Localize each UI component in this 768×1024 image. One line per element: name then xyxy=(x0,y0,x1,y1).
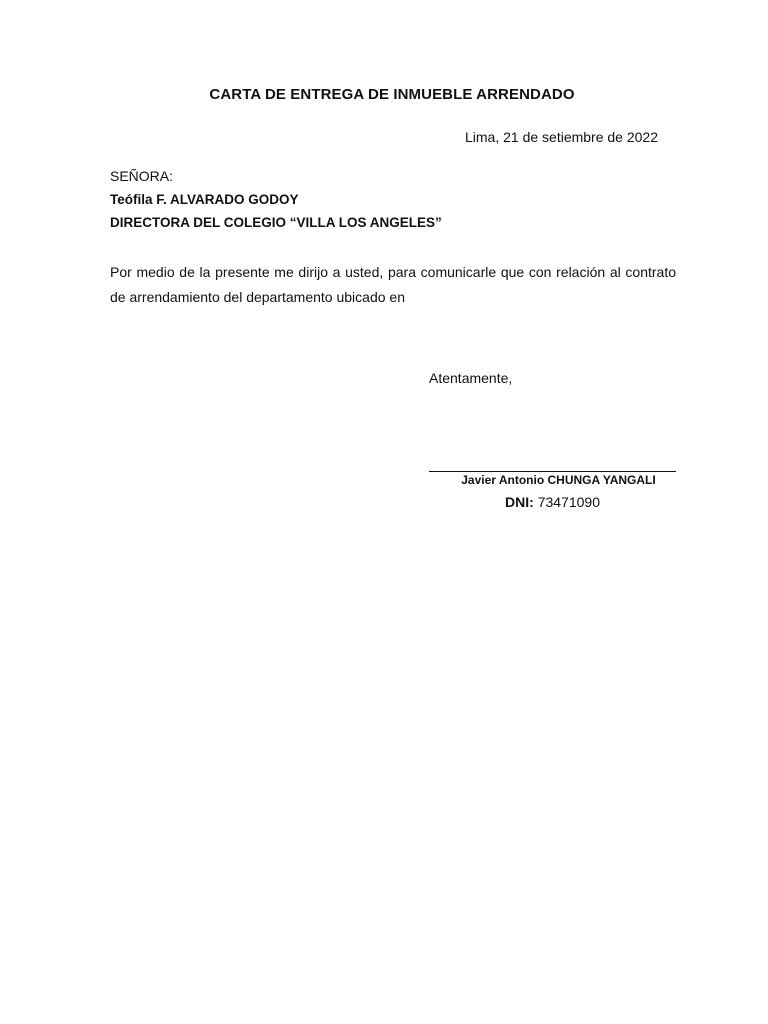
closing: Atentamente, xyxy=(429,370,513,386)
salutation: SEÑORA: xyxy=(110,168,174,184)
signature-line xyxy=(429,471,676,472)
dni-value: 73471090 xyxy=(537,494,600,510)
signer-name: Javier Antonio CHUNGA YANGALI xyxy=(461,473,656,487)
letter-body xyxy=(110,260,676,310)
recipient-name: Teófila F. ALVARADO GODOY xyxy=(110,192,299,207)
recipient-role: DIRECTORA DEL COLEGIO “VILLA LOS ANGELES” xyxy=(110,215,442,230)
letter-body-line-1: Por medio de la presente me dirijo a usted, para comunicarle que con relación al contrato xyxy=(110,264,676,280)
dni-label: DNI: xyxy=(505,494,534,510)
letter-body-line-2: de arrendamiento del departamento ubicado en xyxy=(110,289,405,305)
signer-dni xyxy=(429,494,676,510)
date-line: Lima, 21 de setiembre de 2022 xyxy=(464,129,658,145)
document-title: CARTA DE ENTREGA DE INMUEBLE ARRENDADO xyxy=(209,86,575,103)
